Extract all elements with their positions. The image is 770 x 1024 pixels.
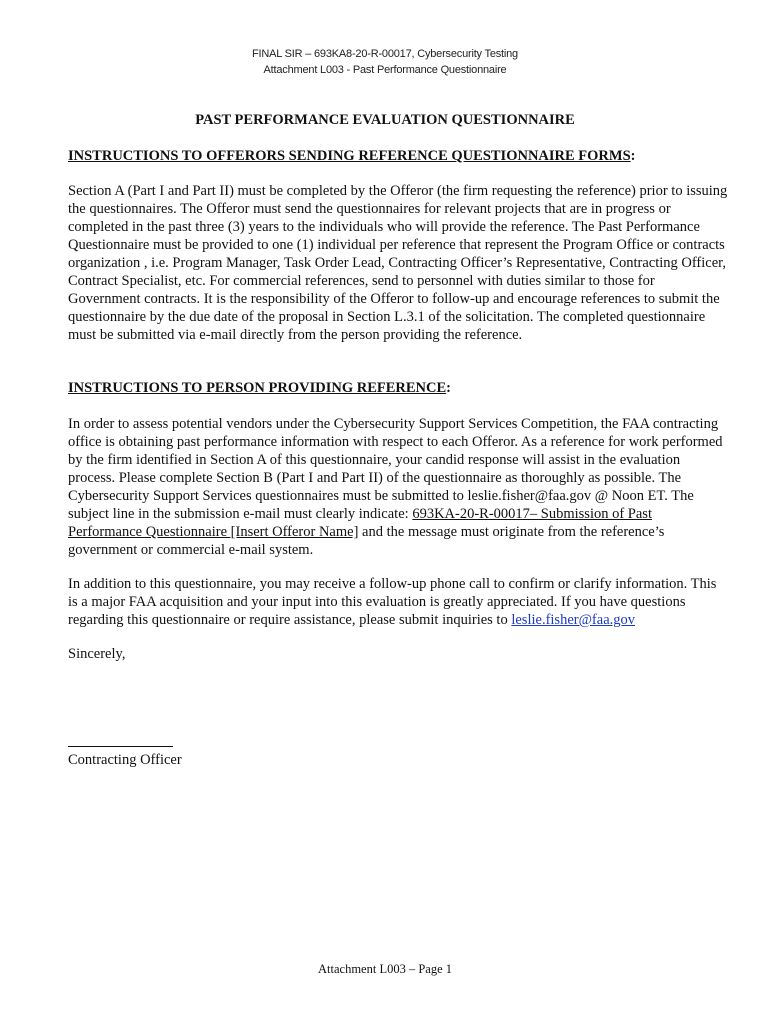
paragraph1-start: In order to assess potential vendors under the Cybersecurity Support Services Competition, the FAA contracting office is obtaining past performance information with respect to each Offeror. As a reference for work performed by the firm identified in Section A of this questionnaire, your candid response will assist in the evaluation process. Please complete Section B (Part I and Part II) of the questionnaire as thoroughly as possible. The Cybersecurity Support Services questionnaires must be submitted to leslie.fisher@faa.gov @ Noon ET. The subject line in the submission e-mail must clearly indicate: <box>68 416 723 522</box>
reference-instructions-heading <box>68 379 728 397</box>
signature-title: Contracting Officer <box>68 752 182 768</box>
reference-instructions-paragraph-1 <box>68 415 728 559</box>
closing-sincerely: Sincerely, <box>68 646 126 662</box>
reference-heading-text: INSTRUCTIONS TO PERSON PROVIDING REFERENCE <box>68 380 447 396</box>
contact-email-link[interactable]: leslie.fisher@faa.gov <box>511 612 636 628</box>
reference-instructions-paragraph-2 <box>68 575 728 629</box>
reference-heading-colon: : <box>446 380 451 396</box>
offerors-heading-text: INSTRUCTIONS TO OFFERORS SENDING REFERENCE QUESTIONNAIRE FORMS <box>68 148 631 164</box>
paragraph2-start: In addition to this questionnaire, you may receive a follow-up phone call to confirm or clarify information. This is a major FAA acquisition and your input into this evaluation is greatly appreciated. If you have questions regarding this questionnaire or require assistance, please submit inquiries to <box>68 576 717 628</box>
header-line-1: FINAL SIR – 693KA8-20-R-00017, Cybersecurity Testing <box>252 48 518 60</box>
offerors-heading-colon: : <box>630 148 636 164</box>
paragraph1-end: and the message must originate from the reference’s government or commercial e-mail system. <box>68 524 665 558</box>
document-title: PAST PERFORMANCE EVALUATION QUESTIONNAIRE <box>195 112 575 128</box>
offerors-instructions-heading <box>68 147 728 165</box>
page-footer: Attachment L003 – Page 1 <box>318 962 452 976</box>
signature-line <box>68 746 173 747</box>
offerors-instructions-paragraph: Section A (Part I and Part II) must be completed by the Offeror (the firm requesting the reference) prior to issuing the questionnaires. The Offeror must send the questionnaires for relevant projects that are in progress or completed in the past three (3) years to the individuals who will provide the reference. The Past Performance Questionnaire must be provided to one (1) individual per reference that represent the Program Office or contracts organization , i.e. Program Manager, Task Order Lead, Contracting Officer’s Representative, Contracting Officer, Contract Specialist, etc. For commercial references, send to personnel with duties similar to those for Government contracts. It is the responsibility of the Offeror to follow-up and encourage references to submit the questionnaire by the due date of the proposal in Section L.3.1 of the solicitation. The completed questionnaire must be submitted via e-mail directly from the person providing the reference. <box>68 183 728 343</box>
header-line-2: Attachment L003 - Past Performance Questionnaire <box>263 64 507 76</box>
email-subject-line: 693KA-20-R-00017– Submission of Past Performance Questionnaire [Insert Offeror Name] <box>68 506 652 540</box>
